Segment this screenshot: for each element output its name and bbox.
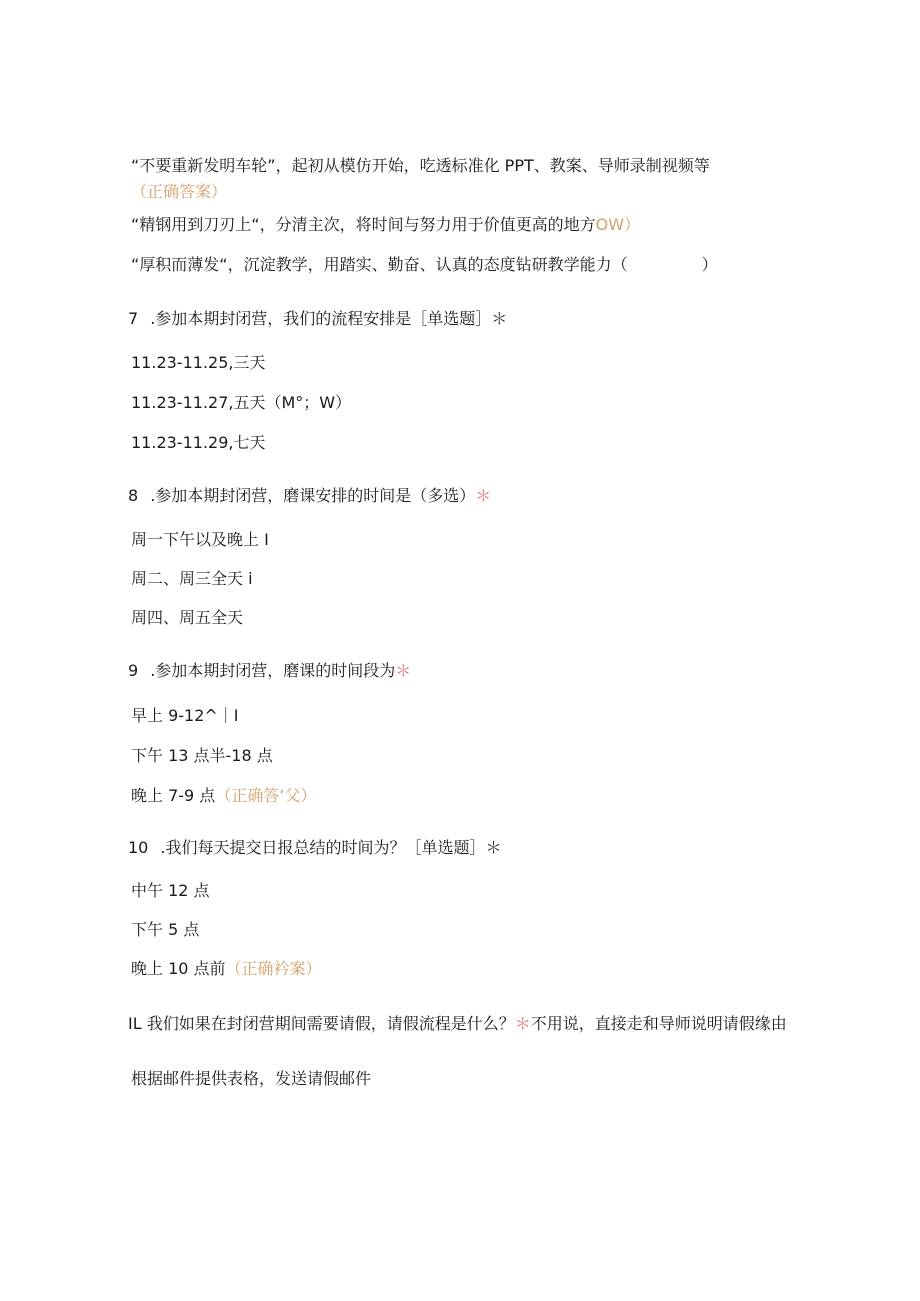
q10-option-3[interactable] bbox=[131, 958, 322, 980]
question-10-title bbox=[128, 837, 501, 859]
correct-answer-mark: （正确答‘父） bbox=[215, 786, 317, 805]
correct-answer-mark: （正确答案） bbox=[131, 182, 228, 201]
question-number: 10 bbox=[128, 838, 149, 857]
option-text: 晚上 10 点前 bbox=[131, 959, 226, 978]
option-text: 中午 12 点 bbox=[131, 881, 210, 900]
question-text: .参加本期封闭营，磨课安排的时间是（多选） bbox=[150, 486, 476, 505]
option-prev-2[interactable] bbox=[131, 214, 640, 236]
option-text: 周四、周五全天 bbox=[131, 608, 244, 627]
q7-option-2[interactable] bbox=[131, 392, 351, 414]
question-tail: 不用说，直接走和导师说明请假缘由 bbox=[530, 1014, 787, 1033]
q10-option-2[interactable] bbox=[131, 919, 199, 941]
option-prev-1[interactable] bbox=[131, 155, 710, 177]
q9-option-3[interactable] bbox=[131, 785, 316, 807]
q10-option-1[interactable] bbox=[131, 880, 210, 902]
required-star: ＊ bbox=[485, 838, 502, 857]
option-text: 周二、周三全天 i bbox=[131, 569, 253, 588]
question-text: .我们每天提交日报总结的时间为？［单选题］ bbox=[160, 838, 486, 857]
option-text: 晚上 7-9 点 bbox=[131, 786, 216, 805]
option-prev-3[interactable] bbox=[131, 254, 718, 276]
q9-option-2[interactable] bbox=[131, 745, 273, 767]
option-text: 11.23-11.29,七天 bbox=[131, 433, 266, 452]
question-11-title bbox=[128, 1012, 788, 1036]
question-9-title bbox=[128, 660, 411, 682]
option-text: 11.23-11.27,五天（M°；W） bbox=[131, 393, 352, 412]
option-text: 下午 13 点半-18 点 bbox=[131, 746, 273, 765]
question-7-title bbox=[128, 308, 507, 330]
q7-option-1[interactable] bbox=[131, 352, 265, 374]
option-text: 周一下午以及晚上 I bbox=[131, 530, 269, 549]
q11-answer[interactable] bbox=[131, 1068, 371, 1090]
question-text: IL 我们如果在封闭营期间需要请假，请假流程是什么？ bbox=[128, 1014, 515, 1033]
q7-option-3[interactable] bbox=[131, 432, 265, 454]
required-star: ＊ bbox=[491, 309, 508, 328]
correct-answer-mark: （正确衿案） bbox=[225, 959, 322, 978]
correct-answer-mark: OW） bbox=[595, 215, 641, 234]
option-text: 下午 5 点 bbox=[131, 920, 200, 939]
required-star: ＊ bbox=[395, 661, 412, 680]
question-number: 8 bbox=[128, 486, 139, 505]
required-star: ＊ bbox=[475, 486, 492, 505]
option-text: 11.23-11.25,三天 bbox=[131, 353, 266, 372]
question-text: .参加本期封闭营，磨课的时间段为 bbox=[150, 661, 396, 680]
option-text: “精钢用到刀刃上“，分清主次，将时间与努力用于价值更高的地方 bbox=[131, 215, 596, 234]
question-8-title bbox=[128, 485, 491, 507]
answer-text: 根据邮件提供表格，发送请假邮件 bbox=[131, 1069, 372, 1088]
option-text: 早上 9-12^｜I bbox=[131, 706, 239, 725]
option-text: “不要重新发明车轮”，起初从模仿开始，吃透标准化 PPT、教案、导师录制视频等 bbox=[131, 156, 710, 175]
question-number: 7 bbox=[128, 309, 139, 328]
question-text: .参加本期封闭营，我们的流程安排是［单选题］ bbox=[150, 309, 492, 328]
q8-option-3[interactable] bbox=[131, 607, 243, 629]
required-star: ＊ bbox=[514, 1014, 531, 1033]
option-trail: ） bbox=[701, 255, 718, 274]
question-number: 9 bbox=[128, 661, 139, 680]
option-text: “厚积而薄发“，沉淀教学，用踏实、勤奋、认真的态度钻研教学能力（ bbox=[131, 255, 628, 274]
q8-option-1[interactable] bbox=[131, 529, 269, 551]
q9-option-1[interactable] bbox=[131, 705, 239, 727]
q8-option-2[interactable] bbox=[131, 568, 253, 590]
